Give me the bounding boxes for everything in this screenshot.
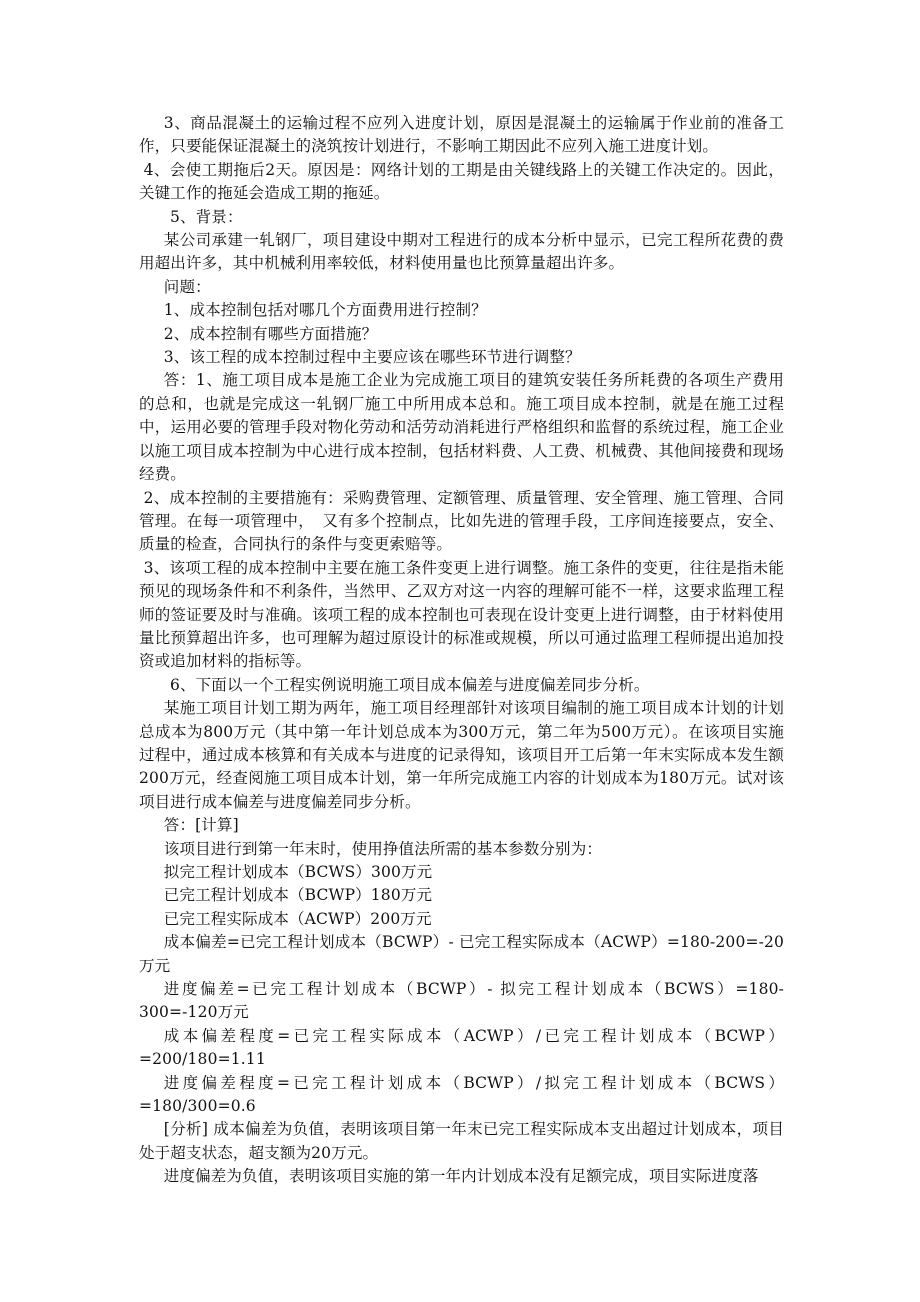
- parameter-acwp: 已完工程实际成本（ACWP）200万元: [163, 909, 432, 928]
- question-2: 2、成本控制有哪些方面措施？: [163, 324, 378, 343]
- paragraph-analysis-cost: [分析] 成本偏差为负值，表明该项目第一年末已完工程实际成本支出超过计划成本，项目处于超支状态，超支额为20万元。: [139, 1120, 784, 1162]
- formula-cost-variance-degree: 成本偏差程度=已完工程实际成本（ACWP）/已完工程计划成本（BCWP）=200/180=1.11: [139, 1026, 784, 1069]
- paragraph-example-description: 某施工项目计划工期为两年，施工项目经理部针对该项目编制的施工项目成本计划的计划总成本为800万元（其中第一年计划总成本为300万元，第二年为500万元）。在该项目实施过程中，通过成本核算和有关成本与进度的记录得知，该项目开工后第一年末实际成本发生额200万元，经查阅施工项目成本计划，第一年所完成施工内容的计划成本为180万元。试对该项目进行成本偏差与进度偏差同步分析。: [139, 699, 784, 811]
- paragraph-answer-3-concrete: 3、商品混凝土的运输过程不应列入进度计划，原因是混凝土的运输属于作业前的准备工作，只要能保证混凝土的浇筑按计划进行，不影响工期因此不应列入施工进度计划。: [139, 114, 784, 156]
- answer-2: 2、成本控制的主要措施有：采购费管理、定额管理、质量管理、安全管理、施工管理、合同管理。在每一项管理中， 又有多个控制点，比如先进的管理手段，工序间连接要点，安全、质量的检查，合同执行的条件与变更索赔等。: [139, 488, 784, 554]
- calculation-heading: 答：[计算]: [163, 816, 239, 835]
- paragraph-background: 某公司承建一轧钢厂，项目建设中期对工程进行的成本分析中显示，已完工程所花费的费用超出许多，其中机械利用率较低，材料使用量也比预算量超出许多。: [139, 231, 784, 273]
- paragraph-answer-4-delay: 4、会使工期拖后2天。原因是：网络计划的工期是由关键线路上的关键工作决定的。因此，关键工作的拖延会造成工期的拖延。: [139, 160, 784, 203]
- formula-schedule-variance: 进度偏差=已完工程计划成本（BCWP）- 拟完工程计划成本（BCWS）=180-300=-120万元: [139, 980, 784, 1022]
- document-body: [139, 112, 784, 1189]
- answer-3: 3、该项工程的成本控制中主要在施工条件变更上进行调整。施工条件的变更，往往是指未能预见的现场条件和不利条件，当然甲、乙双方对这一内容的理解可能不一样，这要求监理工程师的签证要及时与准确。该项工程的成本控制也可表现在设计变更上进行调整，由于材料使用量比预算超出许多，也可理解为超过原设计的标准或规模，所以可通过监理工程师提出追加投资或追加材料的指标等。: [139, 558, 784, 671]
- question-1: 1、成本控制包括对哪几个方面费用进行控制？: [163, 301, 487, 320]
- paragraph-analysis-schedule: 进度偏差为负值，表明该项目实施的第一年内计划成本没有足额完成，项目实际进度落: [163, 1167, 759, 1186]
- formula-cost-variance: 成本偏差=已完工程计划成本（BCWP）- 已完工程实际成本（ACWP）=180-200=-20万元: [139, 933, 784, 975]
- answer-1: 答：1、施工项目成本是施工企业为完成施工项目的建筑安装任务所耗费的各项生产费用的总和，也就是完成这一轧钢厂施工中所用成本总和。施工项目成本控制，就是在施工过程中，运用必要的管理手段对物化劳动和活劳动消耗进行严格组织和监督的系统过程，施工企业以施工项目成本控制为中心进行成本控制，包括材料费、人工费、机械费、其他间接费和现场经费。: [139, 371, 784, 484]
- section-heading-5-background: 5、背景：: [170, 207, 243, 226]
- parameter-bcws: 拟完工程计划成本（BCWS）300万元: [163, 863, 433, 881]
- questions-heading: 问题：: [163, 277, 211, 296]
- section-heading-6-example: 6、下面以一个工程实例说明施工项目成本偏差与进度偏差同步分析。: [170, 675, 650, 694]
- parameter-bcwp: 已完工程计划成本（BCWP）180万元: [163, 886, 433, 905]
- formula-schedule-variance-degree: 进度偏差程度=已完工程计划成本（BCWP）/拟完工程计划成本（BCWS）=180/300=0.6: [139, 1073, 784, 1116]
- question-3: 3、该工程的成本控制过程中主要应该在哪些环节进行调整？: [163, 348, 581, 367]
- paragraph-earned-value-intro: 该项目进行到第一年末时，使用挣值法所需的基本参数分别为：: [163, 839, 602, 858]
